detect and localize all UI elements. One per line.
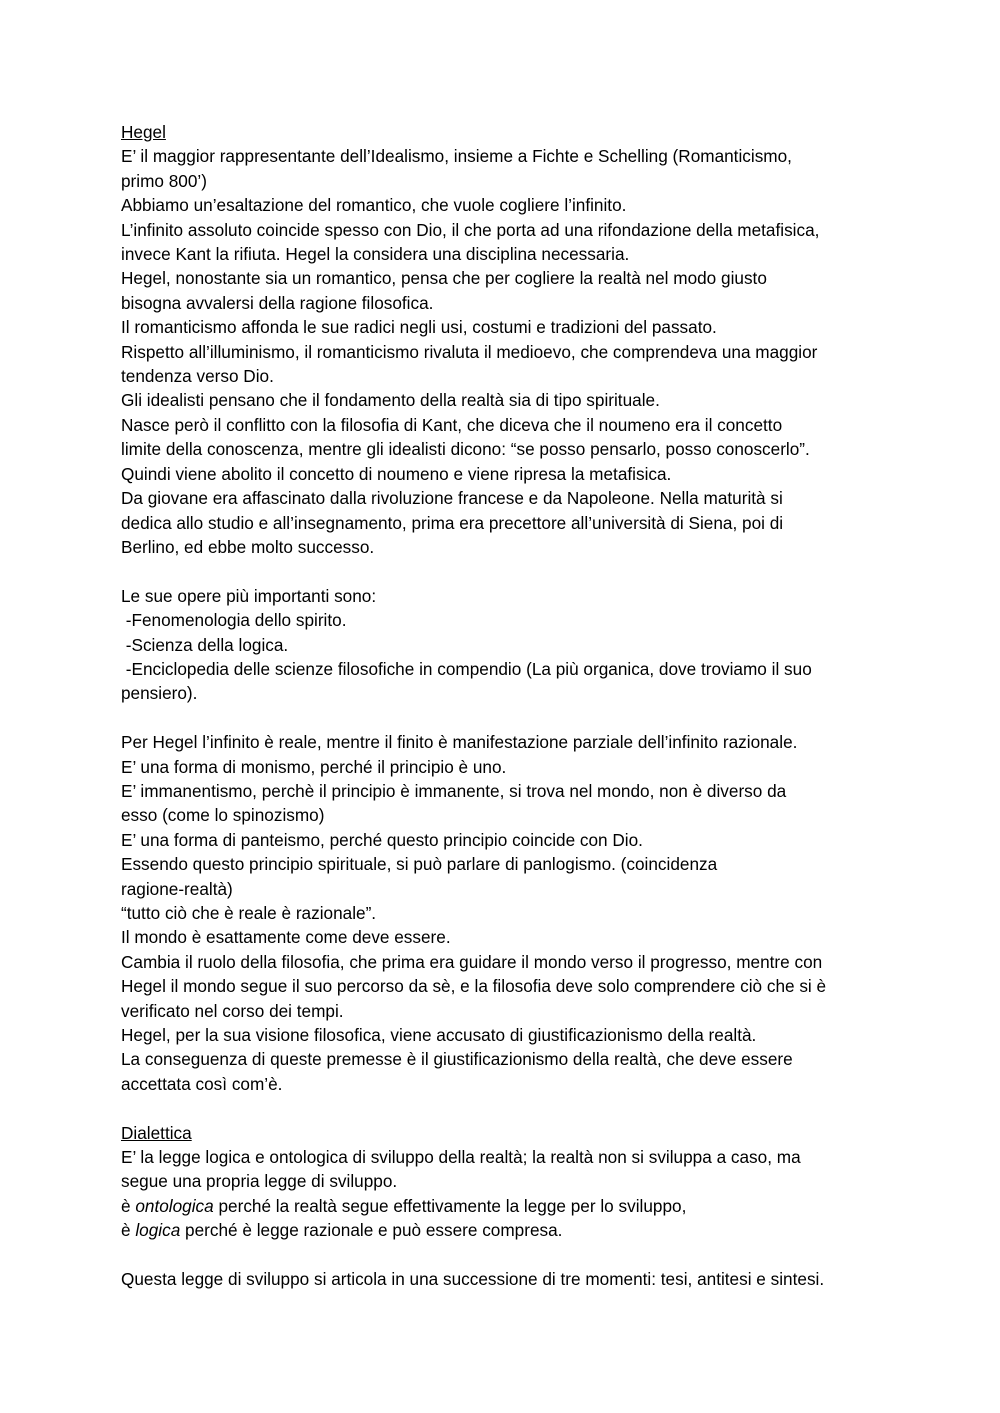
text-line: Il romanticismo affonda le sue radici negli usi, costumi e tradizioni del passato. <box>121 317 717 338</box>
paragraph-spacer <box>121 559 901 583</box>
text-line: Da giovane era affascinato dalla rivoluzione francese e da Napoleone. Nella maturità si <box>121 488 783 509</box>
document-body <box>121 120 901 1291</box>
section-heading-hegel: Hegel <box>121 122 166 142</box>
text-line: tendenza verso Dio. <box>121 366 274 387</box>
works-list-item: -Fenomenologia dello spirito. <box>121 610 347 631</box>
text-line: primo 800’) <box>121 170 207 191</box>
text-line: dedica allo studio e all’insegnamento, prima era precettore all’università di Siena, poi di <box>121 512 784 533</box>
text-line: Il mondo è esattamente come deve essere. <box>121 927 451 948</box>
text-line: La conseguenza di queste premesse è il giustificazionismo della realtà, che deve essere <box>121 1049 793 1070</box>
text-line: E’ una forma di panteismo, perché questo principio coincide con Dio. <box>121 829 643 850</box>
text-line: Berlino, ed ebbe molto successo. <box>121 536 375 557</box>
paragraph-spacer <box>121 1096 901 1120</box>
hegel-paragraph <box>121 144 901 559</box>
text-line: verificato nel corso dei tempi. <box>121 1000 344 1021</box>
text-line: esso (come lo spinozismo) <box>121 805 325 826</box>
works-list-item: -Scienza della logica. <box>121 634 289 655</box>
works-paragraph <box>121 584 901 706</box>
infinite-paragraph <box>121 730 901 1096</box>
dialettica-paragraph <box>121 1145 901 1243</box>
logica-line <box>121 1218 901 1242</box>
ontologica-term: ontologica <box>135 1195 214 1216</box>
text-line: Cambia il ruolo della filosofia, che prima era guidare il mondo verso il progresso, mentre con <box>121 951 823 972</box>
text-line: Hegel, per la sua visione filosofica, viene accusato di giustificazionismo della realtà. <box>121 1025 757 1045</box>
section-heading-dialettica: Dialettica <box>121 1122 192 1143</box>
paragraph-spacer <box>121 1243 901 1267</box>
logica-term: logica <box>135 1220 181 1241</box>
text-line: Hegel il mondo segue il suo percorso da sè, e la filosofia deve solo comprendere ciò che si è <box>121 976 827 997</box>
text-line: L’infinito assoluto coincide spesso con Dio, il che porta ad una rifondazione della metafisica, <box>121 219 820 240</box>
text-line: Essendo questo principio spirituale, si può parlare di panlogismo. (coincidenza <box>121 854 718 875</box>
logica-prefix: è <box>121 1220 136 1241</box>
text-line: E’ immanentismo, perchè il principio è immanente, si trova nel mondo, non è diverso da <box>121 780 787 801</box>
text-line: E’ il maggior rappresentante dell’Idealismo, insieme a Fichte e Schelling (Romanticismo, <box>121 146 792 167</box>
logica-suffix: perché è legge razionale e può essere compresa. <box>180 1220 563 1241</box>
text-line: Per Hegel l’infinito è reale, mentre il finito è manifestazione parziale dell’infinito razionale. <box>121 732 798 753</box>
text-line: Abbiamo un’esaltazione del romantico, che vuole cogliere l’infinito. <box>121 195 627 216</box>
ontologica-prefix: è <box>121 1195 136 1216</box>
text-line: pensiero). <box>121 683 198 704</box>
text-line: accettata così com’è. <box>121 1073 283 1094</box>
paragraph-spacer <box>121 706 901 730</box>
works-list-item: -Enciclopedia delle scienze filosofiche in compendio (La più organica, dove troviamo il suo <box>121 658 812 679</box>
text-line: ragione-realtà) <box>121 878 233 899</box>
text-line: limite della conoscenza, mentre gli idealisti dicono: “se posso pensarlo, posso conoscerlo”. <box>121 439 810 460</box>
ontologica-line <box>121 1194 901 1218</box>
text-line: invece Kant la rifiuta. Hegel la considera una disciplina necessaria. <box>121 244 630 265</box>
text-line: E’ una forma di monismo, perché il principio è uno. <box>121 756 507 777</box>
works-intro: Le sue opere più importanti sono: <box>121 585 377 606</box>
ontologica-suffix: perché la realtà segue effettivamente la legge per lo sviluppo, <box>213 1195 687 1216</box>
text-line: Quindi viene abolito il concetto di noumeno e viene ripresa la metafisica. <box>121 463 672 484</box>
text-line: Hegel, nonostante sia un romantico, pensa che per cogliere la realtà nel modo giusto <box>121 268 767 289</box>
text-line: Nasce però il conflitto con la filosofia di Kant, che diceva che il noumeno era il concetto <box>121 414 783 435</box>
text-line: segue una propria legge di sviluppo. <box>121 1171 398 1192</box>
text-line: E’ la legge logica e ontologica di sviluppo della realtà; la realtà non si sviluppa a caso, ma <box>121 1147 801 1168</box>
text-line: Rispetto all’illuminismo, il romanticismo rivaluta il medioevo, che comprendeva una maggior <box>121 341 818 362</box>
text-line: Gli idealisti pensano che il fondamento della realtà sia di tipo spirituale. <box>121 390 660 411</box>
text-line: bisogna avvalersi della ragione filosofica. <box>121 292 434 313</box>
quote-line: “tutto ciò che è reale è razionale”. <box>121 902 377 923</box>
closing-line: Questa legge di sviluppo si articola in una successione di tre momenti: tesi, antitesi e sintesi. <box>121 1269 825 1290</box>
